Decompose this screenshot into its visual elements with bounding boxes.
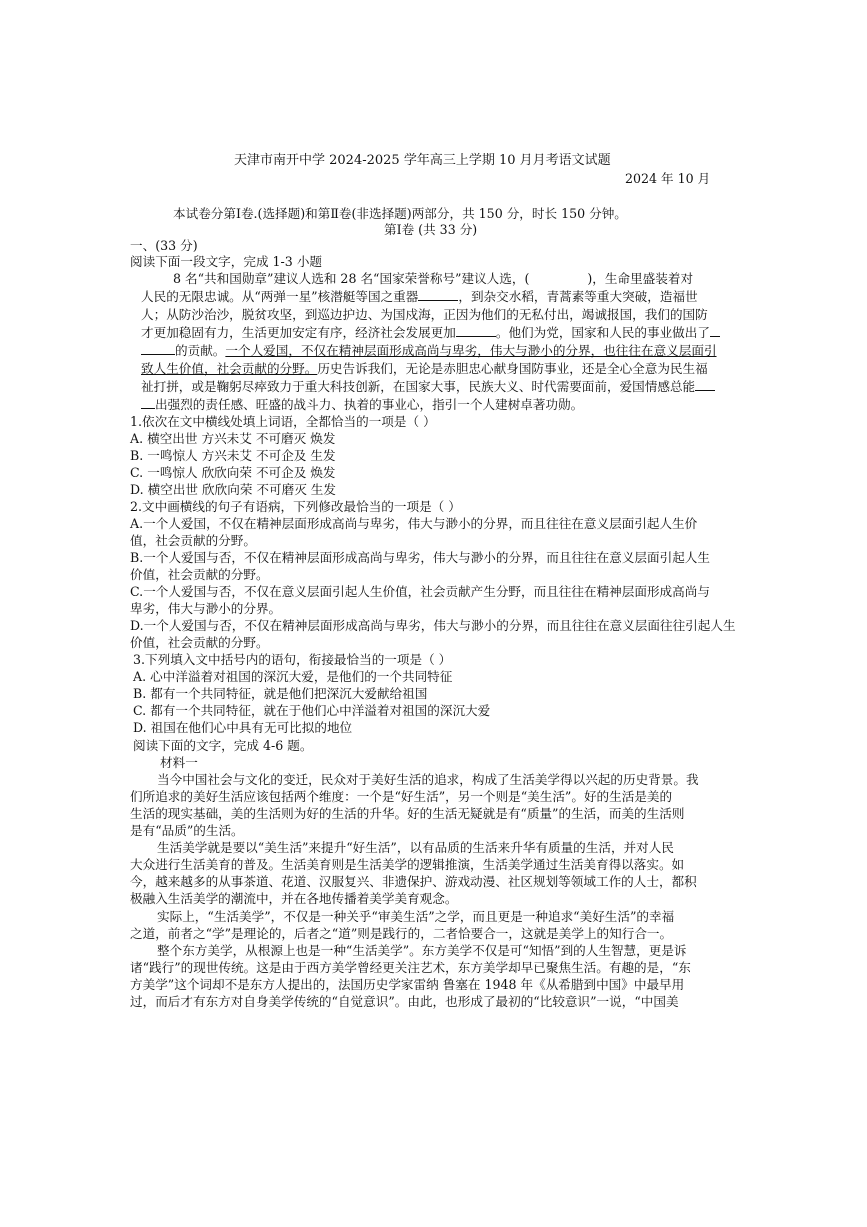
question-2-option-c: C.一个人爱国与否，不仅在意义层面引起人生价值，社会贡献产生分野，而且往往在精神层面形成高尚与: [130, 584, 710, 599]
question-3-stem: 3.下列填入文中括号内的语句，衔接最恰当的一项是（ ）: [133, 652, 452, 667]
passage-text: )，生命里盛装着对: [587, 271, 694, 286]
question-1-option-c: C. 一鸣惊人 欣欣向荣 不可企及 焕发: [130, 465, 336, 480]
passage-line-1: [173, 270, 693, 287]
question-3-option-b: B. 都有一个共同特征，就是他们把深沉大爱献给祖国: [133, 686, 428, 701]
passage-line-4: [141, 324, 720, 341]
passage-text: 。他们为党，国家和人民的事业做出了: [495, 325, 710, 340]
question-1-stem: 1.依次在文中横线处填上词语，全都恰当的一项是（ ）: [130, 414, 436, 429]
material-label: 材料一: [160, 755, 198, 770]
reading-instruction: 阅读下面一段文字，完成 1-3 小题: [130, 254, 323, 269]
exam-title: 天津市南开中学 2024-2025 学年高三上学期 10 月月考语文试题: [234, 153, 611, 168]
fill-blank: [456, 324, 496, 337]
passage-text: 历史告诉我们，无论是赤胆忠心献身国防事业，还是全心全意为民生福: [317, 361, 708, 376]
fill-blank: [695, 378, 715, 391]
essay-line: 整个东方美学，从根源上也是一种“生活美学”。东方美学不仅是可“知悟”到的人生智慧，更是诉: [157, 943, 687, 958]
section-title: 第Ⅰ卷 (共 33 分): [384, 222, 478, 237]
part-heading: 一、(33 分): [130, 238, 198, 253]
essay-line: 之道，前者之“学”是理论的，后者之“道”则是践行的，二者恰要合一，这就是美学上的知行合一。: [130, 926, 673, 941]
question-2-option-c-cont: 卑劣，伟大与渺小的分界。: [130, 601, 282, 616]
question-2-option-b: B.一个人爱国与否，不仅在精神层面形成高尚与卑劣，伟大与渺小的分界，而且往往在意义层面引起人生: [130, 550, 710, 565]
passage-text: 的贡献。: [175, 343, 226, 358]
essay-line: 方美学”这个词却不是东方人提出的，法国历史学家雷纳 鲁塞在 1948 年《从希腊到中国》中最早用: [130, 977, 685, 992]
question-3-option-a: A. 心中洋溢着对祖国的深沉大爱，是他们的一个共同特征: [133, 669, 453, 684]
question-2-option-a: A.一个人爱国，不仅在精神层面形成高尚与卑劣，伟大与渺小的分界，而且往往在意义层面引起人生价: [130, 516, 698, 531]
passage-text: ，到杂交水稻，青蒿素等重大突破，造福世: [458, 289, 698, 304]
essay-line: 生活的现实基础，美的生活则为好的生活的升华。好的生活无疑就是有“质量”的生活，而美的生活则: [130, 806, 685, 821]
passage-line-8: [141, 396, 583, 413]
question-1-option-d: D. 横空出世 欣欣向荣 不可磨灭 生发: [130, 482, 336, 497]
passage-line-7: [141, 378, 715, 395]
fill-blank: [141, 342, 175, 355]
fill-blank: [710, 324, 720, 337]
question-1-option-a: A. 横空出世 方兴未艾 不可磨灭 焕发: [130, 431, 336, 446]
question-3-option-c: C. 都有一个共同特征，就在于他们心中洋溢着对祖国的深沉大爱: [133, 703, 491, 718]
question-2-option-d-cont: 价值，社会贡献的分野。: [130, 635, 269, 650]
essay-line: 今，越来越多的从事茶道、花道、汉服复兴、非遗保护、游戏动漫、社区规划等领域工作的人士，都积: [130, 874, 697, 889]
question-2-option-a-cont: 值，社会贡献的分野。: [130, 533, 256, 548]
underlined-sentence: 一个人爱国，不仅在精神层面形成高尚与卑劣，伟大与渺小的分界，也往往在意义层面引: [225, 343, 717, 358]
question-2-option-b-cont: 价值，社会贡献的分野。: [130, 567, 269, 582]
question-2-stem: 2.文中画横线的句子有语病，下列修改最恰当的一项是（ ）: [130, 499, 461, 514]
exam-date: 2024 年 10 月: [625, 171, 711, 186]
reading-instruction-2: 阅读下面的文字，完成 4-6 题。: [133, 738, 313, 753]
essay-line: 极融入生活美学的潮流中，并在各地传播着美学美育观念。: [130, 891, 458, 906]
passage-line-3: 人；从防沙治沙，脱贫攻坚，到巡边护边、为国戍海，正因为他们的无私付出，竭诚报国，我们的国防: [141, 307, 708, 322]
question-3-option-d: D. 祖国在他们心中具有无可比拟的地位: [133, 720, 353, 735]
passage-text: 人民的无限忠诚。从“两弹一星”核潜艇等国之重器: [141, 289, 419, 304]
essay-line: 过，而后才有东方对自身美学传统的“自觉意识”。由此，也形成了最初的“比较意识”一说，“中国美: [130, 994, 679, 1009]
passage-line-6: [141, 360, 708, 377]
essay-line: 大众进行生活美育的普及。生活美育则是生活美学的逻辑推演，生活美学通过生活美育得以落实。如: [130, 857, 685, 872]
essay-line: 当今中国社会与文化的变迁，民众对于美好生活的追求，构成了生活美学得以兴起的历史背景。我: [157, 772, 699, 787]
question-1-option-b: B. 一鸣惊人 方兴未艾 不可企及 生发: [130, 448, 336, 463]
passage-text: 出强烈的责任感、旺盛的战斗力、执着的事业心，指引一个人建树卓著功勋。: [155, 397, 584, 412]
fill-blank: [141, 396, 155, 409]
essay-line: 生活美学就是要以“美生活”来提升“好生活”，以有品质的生活来升华有质量的生活，并对人民: [157, 840, 674, 855]
underlined-sentence: 致人生价值，社会贡献的分野。: [141, 361, 318, 376]
passage-line-2: [141, 288, 698, 305]
passage-line-5: [141, 342, 717, 359]
essay-line: 们所追求的美好生活应该包括两个维度：一个是“好生活”，另一个则是“美生活”。好的生活是美的: [130, 789, 673, 804]
essay-line: 诸“践行”的现世传统。这是由于西方美学曾经更关注艺术，东方美学却早已聚焦生活。有趣的是，“东: [130, 960, 691, 975]
passage-text: 8 名“共和国勋章”建议人选和 28 名“国家荣誉称号”建议人选，(: [173, 271, 530, 286]
fill-blank: [418, 288, 458, 301]
passage-text: 才更加稳固有力，生活更加安定有序，经济社会发展更加: [141, 325, 456, 340]
essay-line: 实际上，“生活美学”，不仅是一种关乎“审美生活”之学，而且更是一种追求“美好生活”的幸福: [157, 909, 675, 924]
essay-line: 是有“品质”的生活。: [130, 823, 244, 838]
question-2-option-d: D.一个人爱国与否，不仅在精神层面形成高尚与卑劣，伟大与渺小的分界，而且往往在意义层面往往引起人生: [130, 618, 736, 633]
passage-text: 祉打拼，或是鞠躬尽瘁致力于重大科技创新，在国家大事，民族大义、时代需要面前，爱国情感总能: [141, 379, 696, 394]
exam-intro: 本试卷分第Ⅰ卷.(选择题)和第Ⅱ卷(非选择题)两部分，共 150 分，时长 150 分钟。: [173, 206, 627, 221]
